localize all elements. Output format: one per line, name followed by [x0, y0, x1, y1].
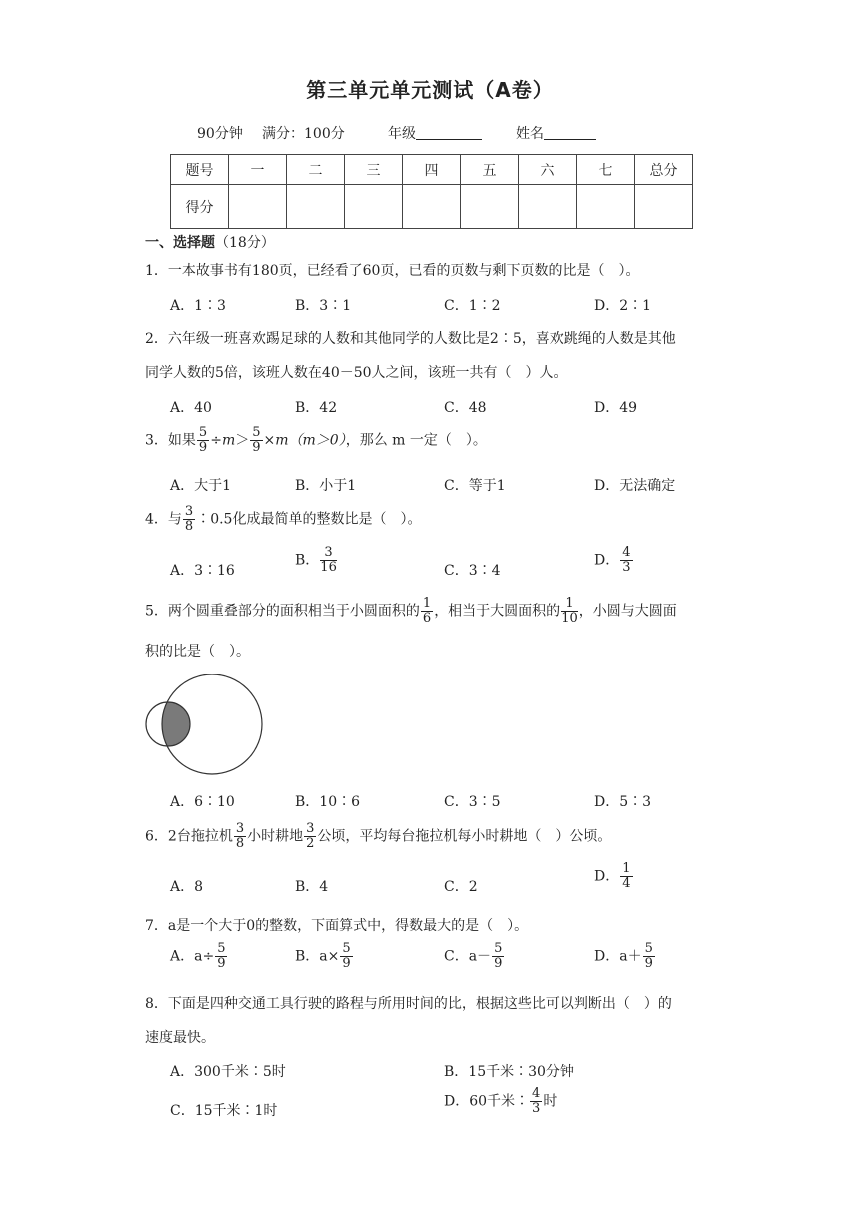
q4-fraction: [183, 505, 195, 534]
numerator: 4: [622, 545, 631, 560]
times-sign: ×: [263, 432, 276, 449]
q4-option-d[interactable]: [594, 546, 634, 575]
grade-field[interactable]: [388, 123, 482, 143]
option-letter: B．: [295, 552, 320, 569]
score-cell[interactable]: [577, 185, 635, 229]
score-cell[interactable]: [287, 185, 345, 229]
numerator: 5: [494, 941, 503, 956]
score-table: [170, 154, 693, 229]
q5-mid: ，相当于大圆面积的: [434, 603, 561, 620]
option-prefix: C．a－: [444, 948, 492, 965]
denominator: 8: [235, 836, 245, 851]
q6-mid: 小时耕地: [247, 828, 304, 845]
q3-fraction: [250, 426, 262, 455]
q7-option-a[interactable]: [170, 942, 228, 971]
option-fraction: [492, 942, 504, 971]
question-8-line1: 8．下面是四种交通工具行驶的路程与所用时间的比，根据这些比可以判断出（ ）的: [145, 996, 672, 1012]
option-prefix: A．a÷: [170, 948, 215, 965]
denominator: 9: [342, 956, 351, 971]
score-cell[interactable]: [229, 185, 287, 229]
q4-suffix: ∶0.5化成最简单的整数比是（ ）。: [196, 511, 422, 528]
q7-option-d[interactable]: [594, 942, 656, 971]
q4-option-a[interactable]: A．3∶16: [170, 563, 235, 579]
q6-fraction-2: [304, 822, 316, 851]
overlapping-circles-figure: [140, 674, 270, 778]
q6-d-fraction: [620, 862, 632, 891]
q5-suffix: ，小圆与大圆面: [578, 603, 677, 620]
question-7: 7．a是一个大于0的整数，下面算式中，得数最大的是（ ）。: [145, 918, 529, 934]
exam-time: 90分钟: [197, 126, 243, 142]
q4-b-fraction: [320, 546, 337, 575]
q1-option-a[interactable]: A．1∶3: [170, 298, 226, 314]
denominator: 2: [306, 836, 315, 851]
q3-option-d[interactable]: D．无法确定: [594, 478, 676, 494]
q4-option-c[interactable]: C．3∶4: [444, 563, 501, 579]
score-table-score-row: [171, 185, 693, 229]
denominator: 9: [217, 956, 226, 971]
header-cell: 五: [461, 155, 519, 185]
question-6: [145, 822, 611, 851]
q1-option-c[interactable]: C．1∶2: [444, 298, 501, 314]
q4-d-fraction: [620, 546, 632, 575]
numerator: 5: [217, 941, 226, 956]
q8-option-b[interactable]: B．15千米∶30分钟: [444, 1064, 574, 1080]
var-m: m: [275, 432, 289, 449]
q5-fraction-2: [561, 597, 578, 626]
q5-option-d[interactable]: D．5∶3: [594, 794, 652, 810]
score-cell[interactable]: [461, 185, 519, 229]
header-cell: 题号: [171, 155, 229, 185]
q2-option-b[interactable]: B．42: [295, 400, 338, 416]
q6-fraction-1: [234, 822, 246, 851]
q8-option-a[interactable]: A．300千米∶5时: [170, 1064, 286, 1080]
denominator: 3: [532, 1101, 541, 1116]
section-points: （18分）: [215, 235, 275, 251]
numerator: 1: [561, 597, 578, 612]
q6-option-b[interactable]: B．4: [295, 879, 329, 895]
question-5-line2: 积的比是（ ）。: [145, 644, 250, 660]
question-5-line1: [145, 597, 677, 626]
q7-option-b[interactable]: [295, 942, 354, 971]
q5-option-c[interactable]: C．3∶5: [444, 794, 501, 810]
numerator: 1: [622, 861, 631, 876]
denominator: 9: [644, 956, 653, 971]
option-letter: D．: [594, 868, 620, 885]
q2-option-d[interactable]: D．49: [594, 400, 638, 416]
header-cell: 七: [577, 155, 635, 185]
header-cell: 六: [519, 155, 577, 185]
name-blank[interactable]: [544, 125, 596, 140]
q3-option-a[interactable]: A．大于1: [170, 478, 232, 494]
numerator: 3: [184, 504, 194, 519]
q8-option-c[interactable]: C．15千米∶1时: [170, 1103, 278, 1119]
q8-option-d[interactable]: [444, 1087, 557, 1116]
q3-fraction: [197, 426, 209, 455]
q3-option-b[interactable]: B．小于1: [295, 478, 357, 494]
numerator: 5: [252, 425, 261, 440]
denominator: 16: [320, 560, 337, 575]
q5-option-a[interactable]: A．6∶10: [170, 794, 235, 810]
q1-option-b[interactable]: B．3∶1: [295, 298, 352, 314]
q6-option-a[interactable]: A．8: [170, 879, 204, 895]
denominator: 9: [494, 956, 503, 971]
question-2-line1: 2．六年级一班喜欢踢足球的人数和其他同学的人数比是2∶5，喜欢跳绳的人数是其他: [145, 331, 676, 347]
numerator: 3: [320, 546, 337, 561]
q6-option-d[interactable]: [594, 862, 634, 891]
header-cell: 四: [403, 155, 461, 185]
option-letter: D．: [594, 552, 620, 569]
score-cell[interactable]: [635, 185, 693, 229]
option-prefix: D．a＋: [594, 948, 642, 965]
name-label: 姓名: [516, 126, 544, 142]
q5-prefix: 5．两个圆重叠部分的面积相当于小圆面积的: [145, 603, 420, 620]
grade-label: 年级: [388, 126, 416, 142]
divide-sign: ÷: [210, 432, 222, 449]
numerator: 3: [306, 821, 315, 836]
denominator: 8: [184, 519, 194, 534]
q3-option-c[interactable]: C．等于1: [444, 478, 506, 494]
q6-option-c[interactable]: C．2: [444, 879, 478, 895]
denominator: 9: [198, 440, 208, 455]
q6-suffix: 公顷，平均每台拖拉机每小时耕地（ ）公顷。: [317, 828, 612, 845]
numerator: 3: [235, 821, 245, 836]
score-cell[interactable]: [403, 185, 461, 229]
header-cell: 总分: [635, 155, 693, 185]
numerator: 4: [532, 1086, 541, 1101]
score-cell[interactable]: [519, 185, 577, 229]
score-label-cell: 得分: [171, 185, 229, 229]
q4-prefix: 4．与: [145, 511, 182, 528]
q3-suffix: ，那么 m 一定（ ）。: [345, 432, 487, 449]
q8-d-fraction: [530, 1087, 542, 1116]
section-heading: [145, 232, 275, 252]
section-title: 一、选择题: [145, 235, 215, 251]
header-cell: 一: [229, 155, 287, 185]
numerator: 5: [198, 425, 208, 440]
q3-condition: （m＞0）: [288, 432, 346, 449]
option-prefix: D．60千米∶: [444, 1093, 530, 1110]
denominator: 6: [422, 611, 432, 626]
option-fraction: [643, 942, 655, 971]
score-table-header-row: [171, 155, 693, 185]
q3-prefix: 3．如果: [145, 432, 196, 449]
name-field[interactable]: [516, 123, 596, 143]
question-4: [145, 505, 421, 534]
q2-option-a[interactable]: A．40: [170, 400, 212, 416]
numerator: 5: [644, 941, 653, 956]
q4-option-b[interactable]: [295, 546, 338, 575]
q2-option-c[interactable]: C．48: [444, 400, 487, 416]
question-8-line2: 速度最快。: [145, 1030, 215, 1046]
q7-option-c[interactable]: [444, 942, 505, 971]
denominator: 10: [561, 611, 578, 626]
page-title: 第三单元单元测试（A卷）: [306, 78, 554, 102]
option-suffix: 时: [543, 1093, 558, 1110]
numerator: 1: [422, 596, 432, 611]
option-fraction: [215, 942, 227, 971]
numerator: 5: [342, 941, 351, 956]
score-cell[interactable]: [345, 185, 403, 229]
header-cell: 三: [345, 155, 403, 185]
q5-option-b[interactable]: B．10∶6: [295, 794, 361, 810]
option-fraction: [340, 942, 352, 971]
full-marks: 满分：100分: [262, 126, 345, 142]
var-m: m: [221, 432, 236, 449]
q1-option-d[interactable]: D．2∶1: [594, 298, 652, 314]
q5-fraction-1: [421, 597, 433, 626]
header-cell: 二: [287, 155, 345, 185]
option-prefix: B．a×: [295, 948, 340, 965]
gt-sign: ＞: [235, 432, 250, 449]
denominator: 3: [622, 560, 631, 575]
question-2-line2: 同学人数的5倍，该班人数在40－50人之间，该班一共有（ ）人。: [145, 365, 568, 381]
q6-prefix: 6．2台拖拉机: [145, 828, 233, 845]
denominator: 4: [622, 876, 631, 891]
denominator: 9: [252, 440, 261, 455]
grade-blank[interactable]: [416, 125, 482, 140]
question-1: 1．一本故事书有180页，已经看了60页，已看的页数与剩下页数的比是（ ）。: [145, 263, 640, 279]
question-3: [145, 426, 487, 455]
